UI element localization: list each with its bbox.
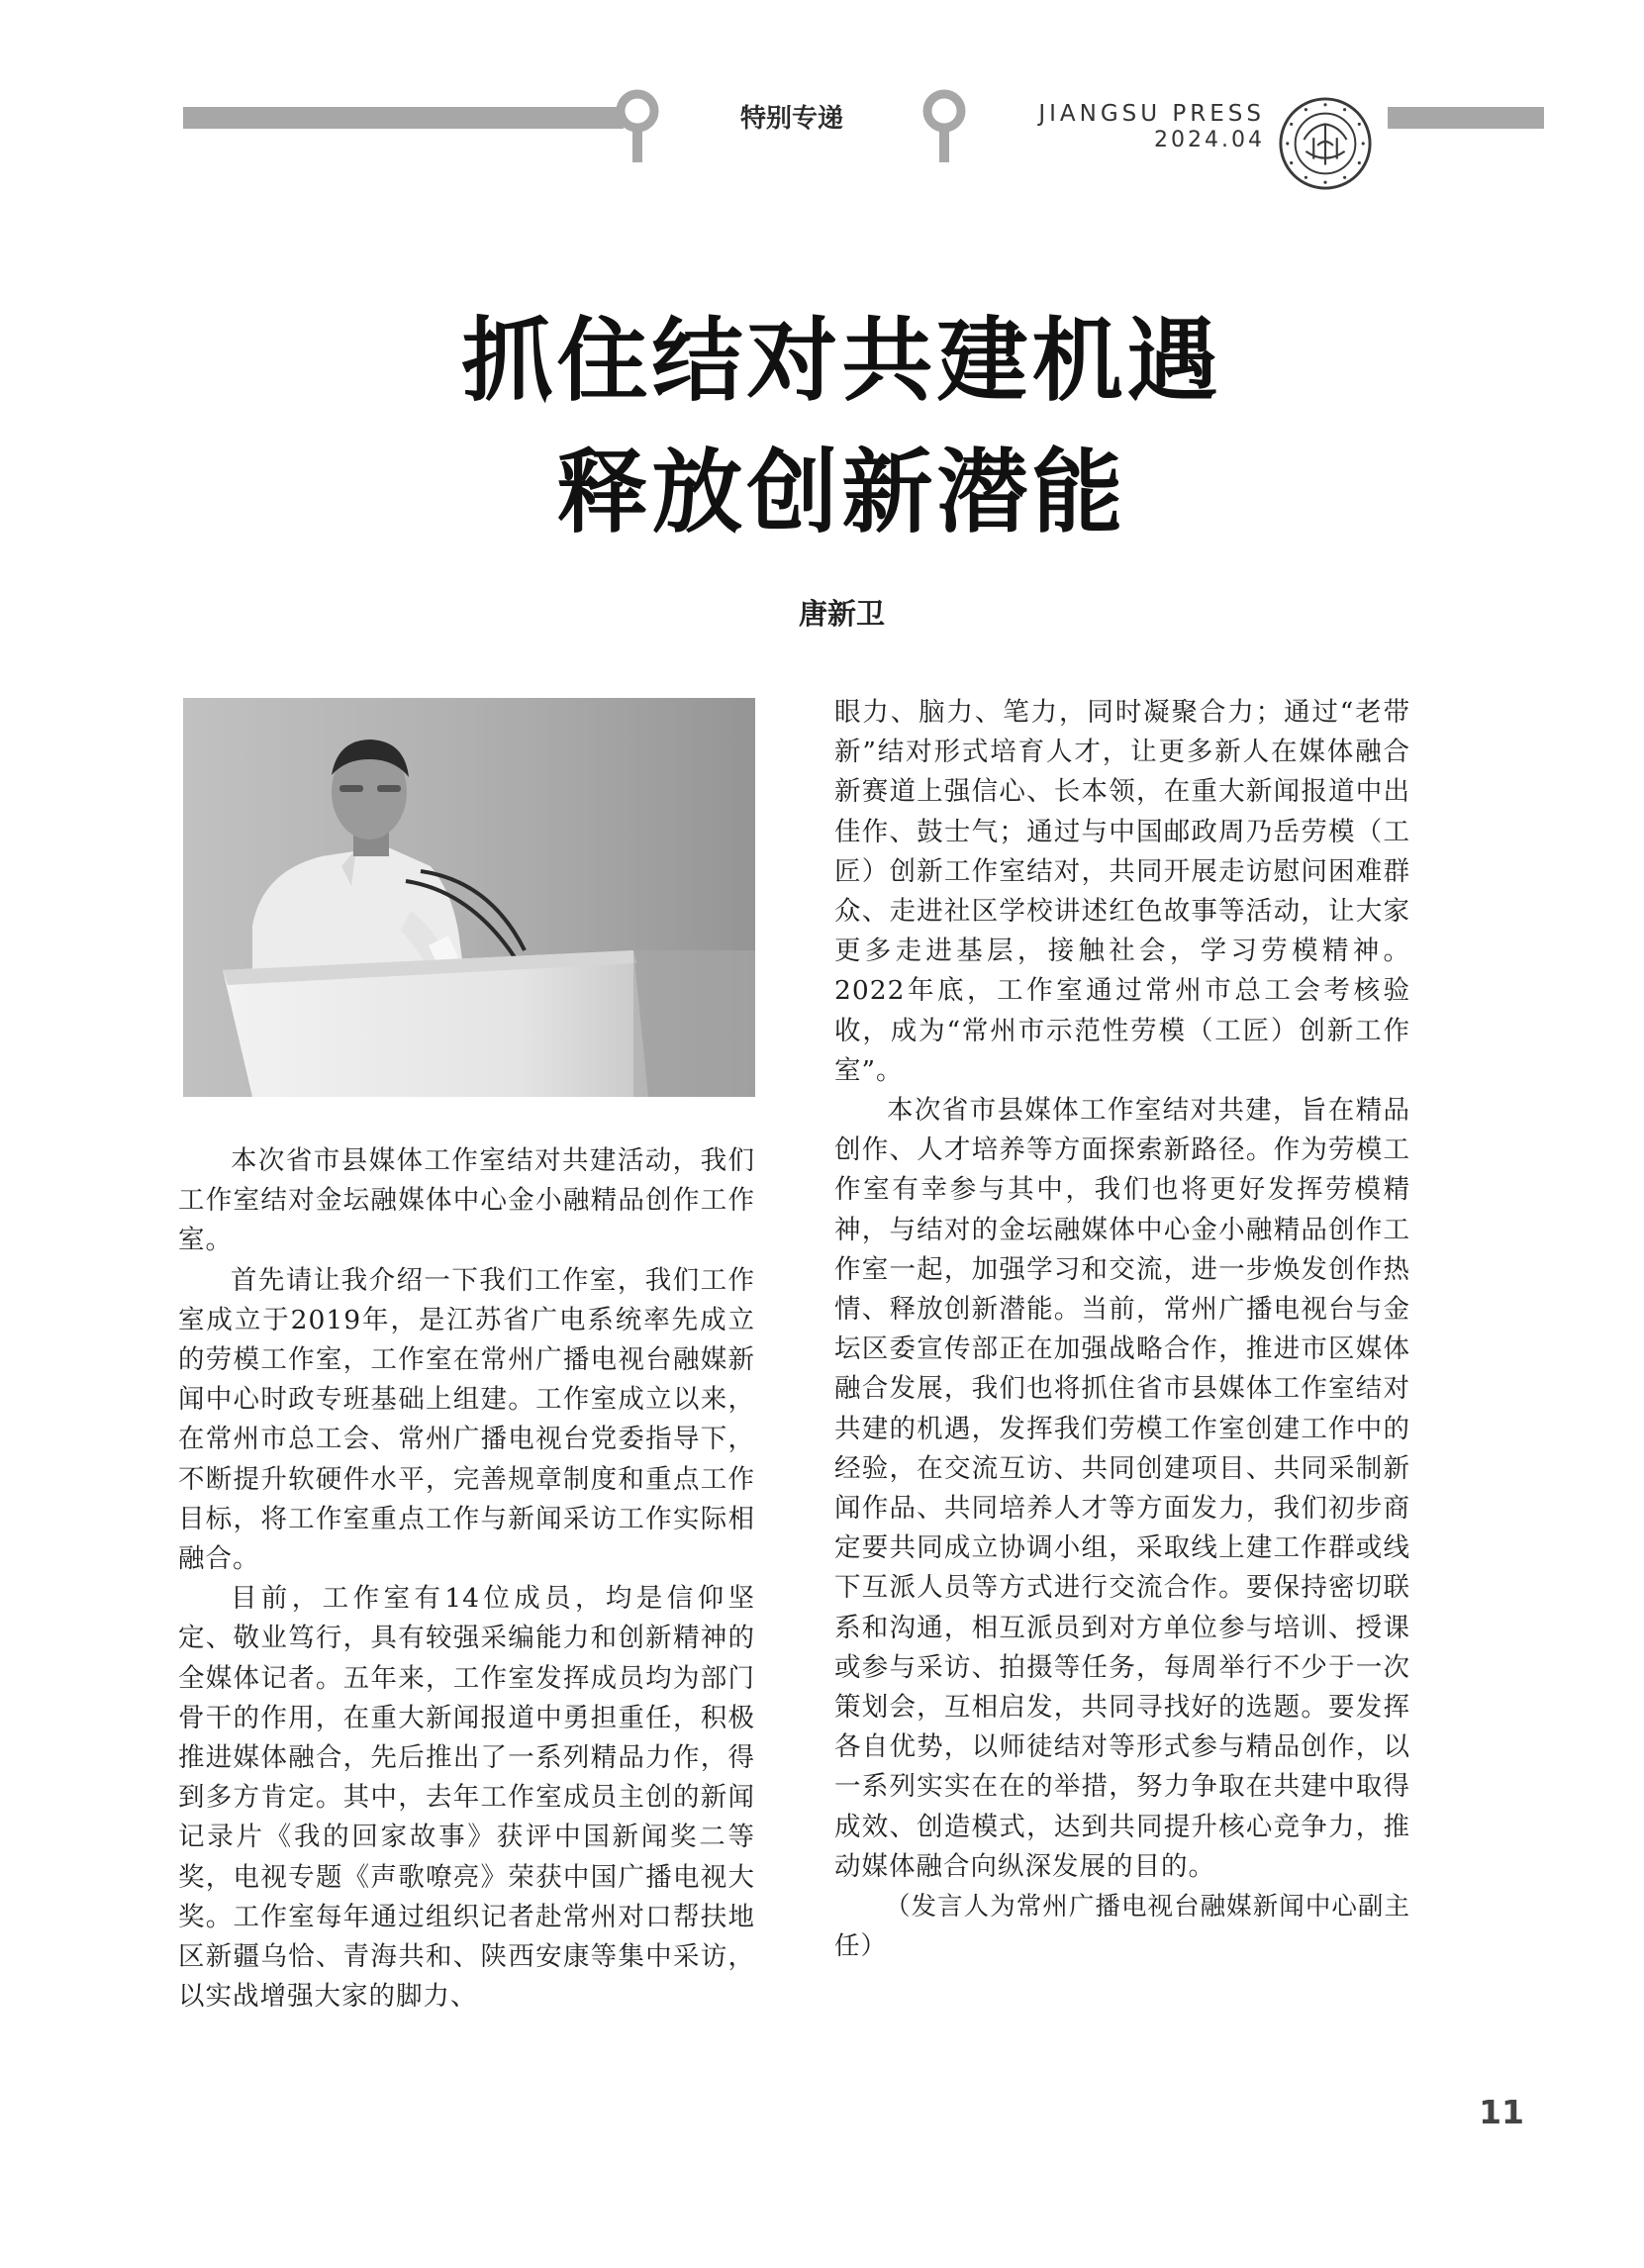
speaker-credit: （发言人为常州广播电视台融媒新闻中心副主任） <box>834 1892 1410 1962</box>
paragraph: 本次省市县媒体工作室结对共建活动，我们工作室结对金坛融媒体中心金小融精品创作工作室。 <box>178 1145 755 1256</box>
speaker-photo <box>183 698 755 1097</box>
paragraph: 首先请让我介绍一下我们工作室，我们工作室成立于2019年，是江苏省广电系统率先成立的劳模工作室，工作室在常州广播电视台融媒新闻中心时政专班基础上组建。工作室成立以来，在常州市总工会、常州广播电视台党委指导下，不断提升软硬件水平，完善规章制度和重点工作目标，将工作室重点工作与新闻采访工作实际相融合。 <box>178 1264 755 1575</box>
section-label: 特别专递 <box>739 104 843 134</box>
page-number: 11 <box>1479 2093 1524 2131</box>
jiangsu-press-seal-logo-icon <box>1277 95 1374 192</box>
header-bar-left <box>183 107 624 129</box>
publication-name: JIANGSU PRESS <box>1038 101 1265 127</box>
paragraph: 本次省市县媒体工作室结对共建，旨在精品创作、人才培养等方面探索新路径。作为劳模工作室有幸参与其中，我们也将更好发挥劳模精神，与结对的金坛融媒体中心金小融精品创作工作室一起，加强学习和交流，进一步焕发创作热情、释放创新潜能。当前，常州广播电视台与金坛区委宣传部正在加强战略合作，推进市区媒体融合发展，我们也将抓住省市县媒体工作室结对共建的机遇，发挥我们劳模工作室创建工作中的经验，在交流互访、共同创建项目、共同采制新闻作品、共同培养人才等方面发力，我们初步商定要共同成立协调小组，采取线上建工作群或线下互派人员等方式进行交流合作。要保持密切联系和沟通，相互派员到对方单位参与培训、授课或参与采访、拍摄等任务，每周举行不少于一次策划会，互相启发，共同寻找好的选题。要发挥各自优势，以师徒结对等形式参与精品创作，以一系列实实在在的举措，努力争取在共建中取得成效、创造模式，达到共同提升核心竞争力，推动媒体融合向纵深发展的目的。 <box>834 1095 1410 1882</box>
article-title-line-1: 抓住结对共建机遇 <box>461 308 1222 414</box>
location-pin-icon <box>614 89 661 164</box>
location-pin-icon-right <box>920 89 968 164</box>
paragraph: 目前，工作室有14位成员，均是信仰坚定、敬业笃行，具有较强采编能力和创新精神的全媒体记者。五年来，工作室发挥成员均为部门骨干的作用，在重大新闻报道中勇担重任，积极推进媒体融合，先后推出了一系列精品力作，得到多方肯定。其中，去年工作室成员主创的新闻记录片《我的回家故事》获评中国新闻奖二等奖，电视专题《声歌嘹亮》荣获中国广播电视大奖。工作室每年通过组织记者赴常州对口帮扶地区新疆乌恰、青海共和、陕西安康等集中采访，以实战增强大家的脚力、 <box>178 1583 755 2013</box>
article-body-left-column <box>178 1141 755 2017</box>
article-body-right-column <box>834 693 1410 1967</box>
issue-number: 2024.04 <box>1154 128 1265 152</box>
article-title-line-2: 释放创新潜能 <box>556 440 1127 545</box>
article-author: 唐新卫 <box>798 597 885 631</box>
paragraph-continuation: 眼力、脑力、笔力，同时凝聚合力；通过“老带新”结对形式培育人才，让更多新人在媒体融合新赛道上强信心、长本领，在重大新闻报道中出佳作、鼓士气；通过与中国邮政周乃岳劳模（工匠）创新工作室结对，共同开展走访慰问困难群众、走进社区学校讲述红色故事等活动，让大家更多走进基层，接触社会，学习劳模精神。2022年底，工作室通过常州市总工会考核验收，成为“常州市示范性劳模（工匠）创新工作室”。 <box>834 697 1410 1086</box>
header-bar-right <box>1388 107 1544 129</box>
speaker-at-podium-photo-icon <box>183 698 755 1097</box>
